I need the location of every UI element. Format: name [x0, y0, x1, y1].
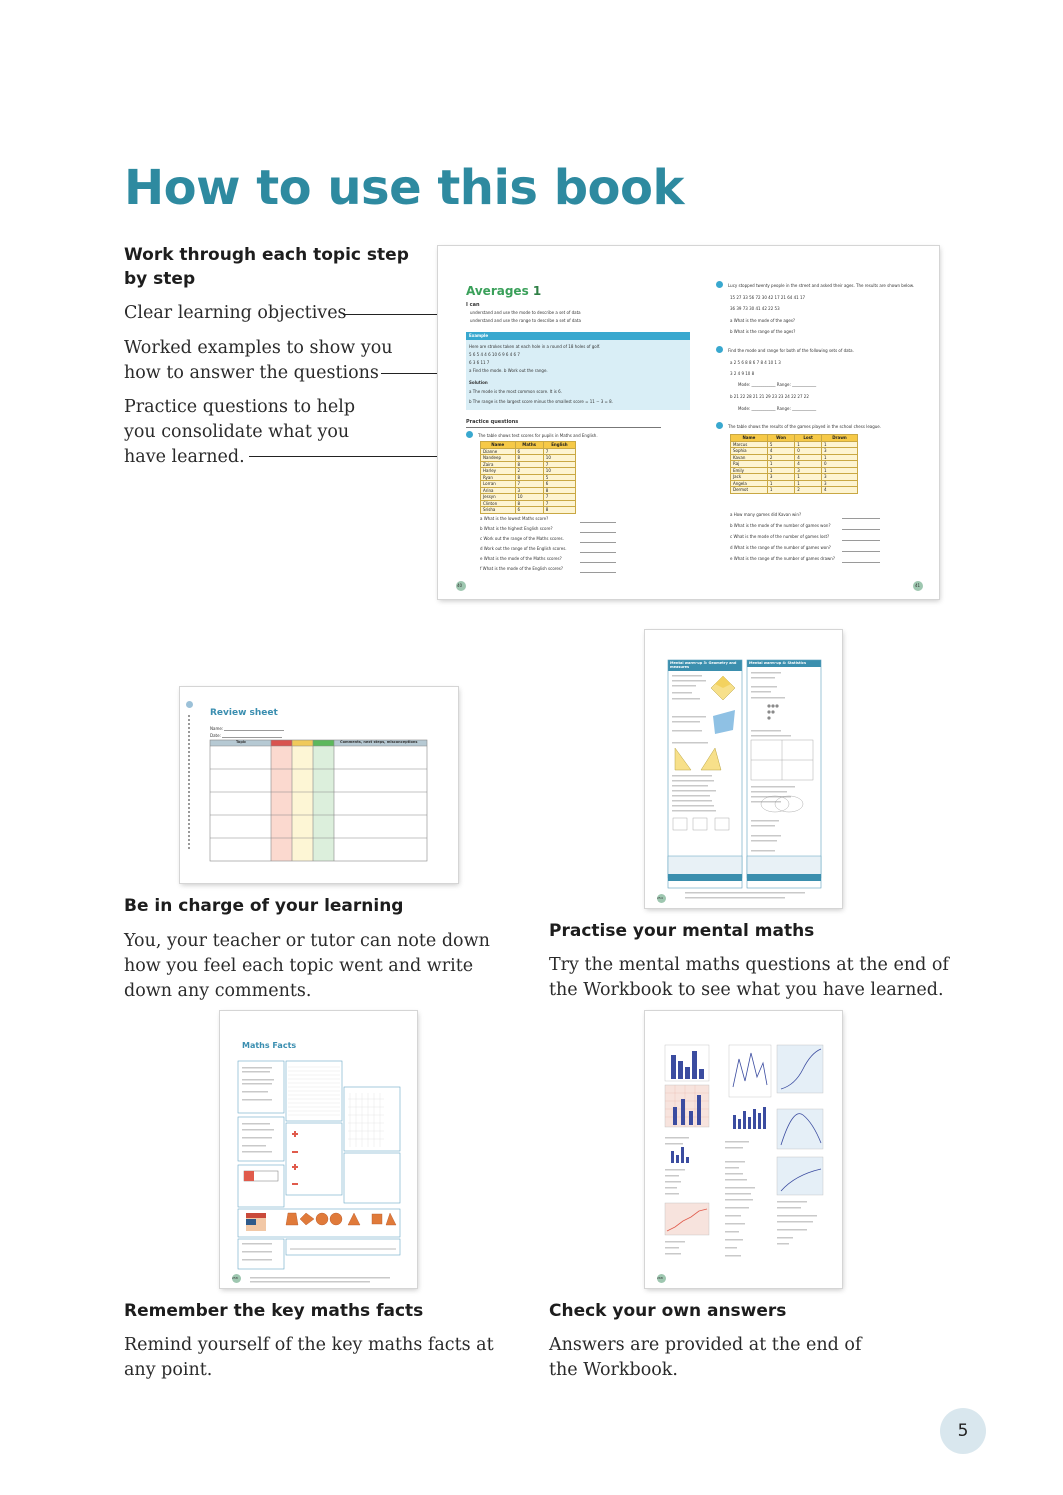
review-sheet-thumbnail — [180, 687, 458, 883]
cell: 1 — [822, 467, 858, 474]
steps-heading: Work through each topic step by step — [124, 245, 409, 289]
answer-line — [580, 542, 616, 543]
page-number: 5 — [940, 1408, 986, 1454]
example-numbers: 5 6 5 4 4 6 10 6 9 6 4 6 7 — [469, 352, 520, 357]
cell: 10 — [543, 455, 575, 462]
cell: 8 — [515, 500, 543, 507]
review-sheet-date: Date: — [210, 733, 221, 738]
mental-maths-content — [645, 630, 842, 908]
ican-item-2: understand and use the range to describe a set of data — [470, 318, 581, 323]
cell: Jack — [731, 474, 768, 481]
q4-part-d: d What is the range of the number of games won? — [730, 545, 831, 550]
q1-part-a: a What is the lowest Maths score? — [480, 516, 549, 521]
answer-line — [842, 551, 880, 552]
cell: Zaira — [481, 461, 516, 468]
solution-a: a The mode is the most common score. It is 6. — [469, 389, 562, 394]
facts-heading: Remember the key maths facts — [124, 1301, 424, 1321]
cell: 7 — [543, 500, 575, 507]
cell: Lorran — [481, 481, 516, 488]
q4-part-b: b What is the mode of the number of games won? — [730, 523, 831, 528]
cell: 1 — [767, 487, 794, 494]
cell: 3 — [767, 474, 794, 481]
answers-body: Answers are provided at the end of the Workbook. — [549, 1335, 862, 1380]
q2-numbers-2: 36 39 73 30 41 42 22 53 — [730, 306, 780, 311]
q4-col-lost: Lost — [795, 435, 822, 442]
q1-part-b: b What is the highest English score? — [480, 526, 553, 531]
q3-a2: 3 2 4 9 10 8 — [730, 371, 755, 376]
q2-numbers: 15 27 33 56 72 30 42 17 21 64 41 17 — [730, 295, 806, 300]
cell: Kavan — [731, 454, 768, 461]
answer-line — [580, 522, 616, 523]
cell: 2 — [767, 454, 794, 461]
review-sheet-title: Review sheet — [210, 708, 278, 718]
facts-body: Remind yourself of the key maths facts at any point. — [124, 1335, 494, 1380]
cell: 1 — [767, 461, 794, 468]
q4-part-a: a How many games did Kavan win? — [730, 512, 802, 517]
q1-part-c: c Work out the range of the Maths scores. — [480, 536, 564, 541]
q1-part-f: f What is the mode of the English scores? — [480, 566, 564, 571]
cell: 7 — [543, 494, 575, 501]
answer-line — [580, 552, 616, 553]
q4-col-name: Name — [731, 435, 768, 442]
cell: Nandeep — [481, 455, 516, 462]
cell: 4 — [795, 454, 822, 461]
cell: 7 — [515, 481, 543, 488]
example-numbers-2: 6 3 6 11 7 — [469, 360, 490, 365]
cell: 1 — [822, 454, 858, 461]
solution-label: Solution — [469, 380, 488, 385]
cell: 1 — [795, 474, 822, 481]
cell: 10 — [515, 494, 543, 501]
cell: Dianne — [481, 448, 516, 455]
cell: 8 — [543, 487, 575, 494]
cell: Ryan — [481, 474, 516, 481]
cell: 8 — [515, 455, 543, 462]
cell: Sophia — [731, 448, 768, 455]
solution-b: b The range is the largest score minus the smallest score = 11 − 3 = 8. — [469, 399, 613, 404]
q1-part-d: d Work out the range of the English scores. — [480, 546, 567, 551]
cell: 2 — [515, 468, 543, 475]
cell: Jessyn — [481, 494, 516, 501]
cell: 3 — [822, 448, 858, 455]
cell: Emily — [731, 467, 768, 474]
cell: 6 — [515, 448, 543, 455]
table-row — [481, 507, 576, 514]
answer-line — [580, 562, 616, 563]
q2-part-a: a What is the mode of the ages? — [730, 318, 796, 323]
cell: 3 — [822, 480, 858, 487]
q4-table — [730, 434, 858, 494]
cell: Raj — [731, 461, 768, 468]
cell: Marcus — [731, 441, 768, 448]
cell: 10 — [543, 468, 575, 475]
maths-facts-content — [220, 1011, 417, 1288]
cell: 5 — [767, 441, 794, 448]
review-body: You, your teacher or tutor can note down how you feel each topic went and write down any comments. — [124, 931, 490, 1001]
q1-col-maths: Maths — [515, 442, 543, 449]
example-box — [466, 332, 690, 410]
example-question: a Find the mode. b Work out the range. — [469, 368, 548, 373]
cell: 4 — [795, 461, 822, 468]
q2-part-b: b What is the range of the ages? — [730, 329, 796, 334]
cell: 3 — [795, 467, 822, 474]
mental-body: Try the mental maths questions at the end of the Workbook to see what you have learned. — [549, 955, 949, 1000]
cell: Dermot — [731, 487, 768, 494]
answer-line — [580, 532, 616, 533]
objectives-label: Clear learning objectives — [124, 303, 347, 323]
q1-col-name: Name — [481, 442, 516, 449]
cell: 1 — [795, 480, 822, 487]
q4-text: The table shows the results of the games played in the school chess league. — [728, 424, 882, 429]
left-page-number: 40 — [457, 583, 463, 588]
cell: 7 — [543, 448, 575, 455]
cell: Harley — [481, 468, 516, 475]
q4-marker — [716, 422, 723, 429]
cell: Arina — [481, 487, 516, 494]
page-title: How to use this book — [124, 160, 684, 216]
q3-b-mode: Mode: ____________ Range: ____________ — [738, 406, 817, 411]
cell: Clinton — [481, 500, 516, 507]
q3-a: a 2 5 6 8 8 6 7 8 4 10 1 3 — [730, 360, 781, 365]
warm-up-3-title: Mental warm-up 3: Geometry and measures — [670, 661, 737, 669]
cell: 4 — [822, 487, 858, 494]
answers-thumbnail — [645, 1011, 842, 1288]
example-header — [466, 332, 690, 340]
right-page-number: 41 — [915, 583, 921, 588]
q1-part-e: e What is the mode of the Maths scores? — [480, 556, 562, 561]
q3-marker — [716, 346, 723, 353]
warm-up-4-title: Mental warm-up 4: Statistics — [749, 661, 807, 665]
review-heading: Be in charge of your learning — [124, 896, 404, 916]
ican-item-1: understand and use the mode to describe a set of data — [470, 310, 581, 315]
q3-b: b 21 22 28 21 21 29 23 23 24 22 27 22 — [730, 394, 809, 399]
practice-rule — [466, 427, 661, 428]
answers-content — [645, 1011, 842, 1288]
q4-part-c: c What is the mode of the number of games lost? — [730, 534, 830, 539]
cell: 0 — [795, 448, 822, 455]
cell: 8 — [543, 507, 575, 514]
q3-text: Find the mode and range for both of the following sets of data. — [728, 348, 854, 353]
cell: 1 — [822, 441, 858, 448]
q4-col-drawn: Drawn — [822, 435, 858, 442]
cell: 6 — [543, 481, 575, 488]
cell: 3 — [822, 474, 858, 481]
review-sheet-name: Name: — [210, 726, 224, 731]
answers-heading: Check your own answers — [549, 1301, 787, 1321]
cell: 2 — [795, 487, 822, 494]
practice-questions-label: Practice questions — [466, 419, 519, 425]
example-text: Here are strokes taken at each hole in a round of 18 holes of golf. — [469, 344, 601, 349]
cell: Srisha — [481, 507, 516, 514]
cell: 0 — [822, 461, 858, 468]
maths-facts-thumbnail — [220, 1011, 417, 1288]
answer-line — [580, 572, 616, 573]
cell: Angela — [731, 480, 768, 487]
example-label: Example — [469, 333, 489, 338]
cell: 1 — [767, 467, 794, 474]
q1-col-english: English — [543, 442, 575, 449]
cell: 4 — [767, 448, 794, 455]
answer-line — [842, 540, 880, 541]
mental-maths-page-number: 254 — [657, 896, 663, 900]
averages-spread-thumbnail — [438, 246, 939, 599]
review-col-comments: Comments, next steps, misconceptions — [340, 740, 418, 744]
cell: 6 — [515, 507, 543, 514]
q1-marker — [466, 431, 473, 438]
answers-page-number: 268 — [657, 1276, 663, 1280]
q1-table — [480, 441, 576, 514]
q4-part-e: e What is the range of the number of games drawn? — [730, 556, 835, 561]
q1-text: The table shows test scores for pupils in Maths and English. — [478, 433, 598, 438]
q1-table-header — [481, 442, 576, 449]
cell: 5 — [543, 474, 575, 481]
answer-line — [842, 529, 880, 530]
cell: 7 — [543, 461, 575, 468]
answer-line — [842, 562, 880, 563]
cell: 1 — [795, 441, 822, 448]
ican-label: I can — [466, 302, 480, 308]
chapter-title: Averages 1 — [466, 284, 542, 298]
cell: 8 — [515, 461, 543, 468]
q4-col-won: Won — [767, 435, 794, 442]
maths-facts-page-number: 258 — [232, 1276, 238, 1280]
review-grid — [180, 687, 458, 883]
q2-text: Lucy stopped twenty people in the street and asked their ages. The results are shown below. — [728, 283, 915, 288]
cell: 1 — [767, 480, 794, 487]
mental-maths-thumbnail — [645, 630, 842, 908]
practice-label: Practice questions to help you consolidate what you have learned. — [124, 397, 356, 467]
practice-leader — [249, 456, 469, 457]
q3-a-mode: Mode: ____________ Range: ____________ — [738, 382, 817, 387]
answer-line — [842, 518, 880, 519]
cell: 3 — [515, 487, 543, 494]
mental-heading: Practise your mental maths — [549, 921, 815, 941]
table-row — [731, 487, 858, 494]
examples-label: Worked examples to show you how to answer the questions — [124, 338, 393, 383]
cell: 8 — [515, 474, 543, 481]
q2-marker — [716, 281, 723, 288]
maths-facts-title: Maths Facts — [242, 1041, 297, 1050]
review-col-topic: Topic — [236, 740, 247, 744]
